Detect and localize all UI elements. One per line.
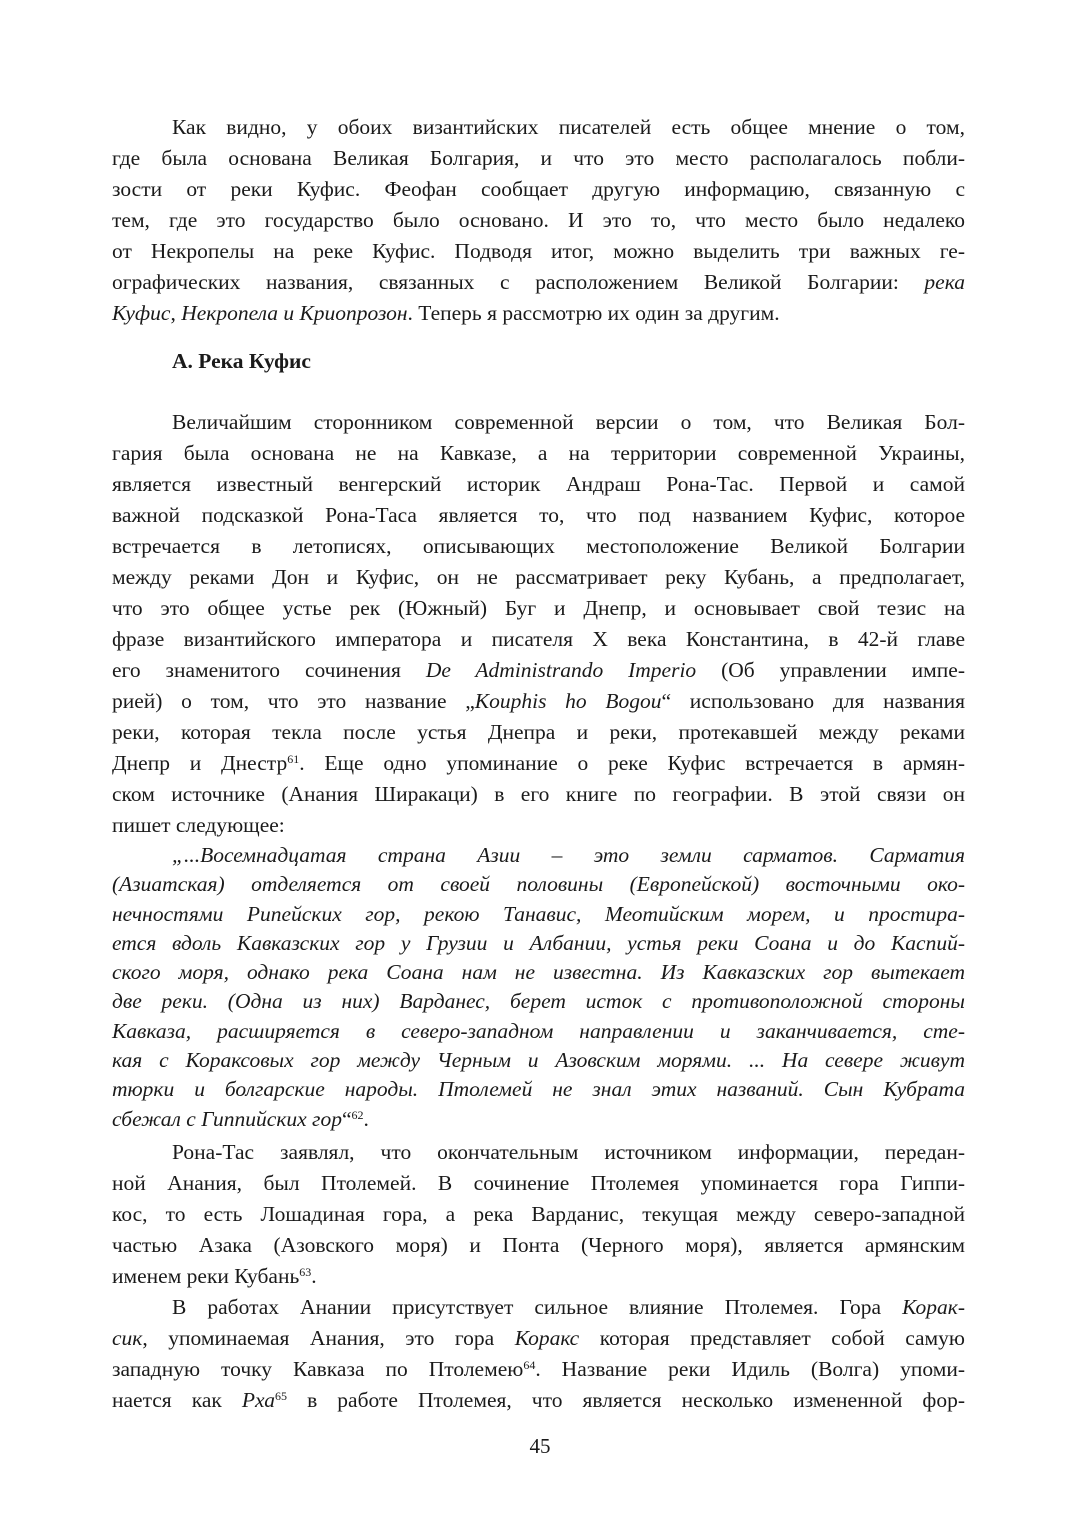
text-run: . [311,1263,317,1288]
text-line [112,1292,965,1323]
text-line [112,1261,965,1292]
text-line [112,438,965,469]
text-run: тем, где это государство было основано. И это то, что место было недалеко [112,208,965,232]
italic-text: ется вдоль Кавказских гор у Грузии и Албании, устья реки Соана и до Каспий- [112,930,965,955]
paragraph-ptolemy-influence [112,1292,965,1416]
italic-text: Kouphis ho Bogou [474,689,662,713]
text-run: Как видно, у обоих византийских писателей есть общее мнение о том, [172,115,965,139]
text-line [112,841,965,870]
text-run: “ использовано для названия [661,689,965,713]
text-line [112,593,965,624]
text-run: встречается в летописях, описывающих местоположение Великой Болгарии [112,534,965,558]
text-line [112,174,965,205]
text-line [112,112,965,143]
italic-text: две реки. (Одна из них) Варданес, берет исток с противоположной стороны [112,989,965,1014]
text-line [112,1046,965,1075]
text-line [112,1075,965,1104]
text-run: Величайшим сторонником современной версии о том, что Великая Бол- [172,410,965,434]
italic-text: Кавказа, расширяется в северо-западном направлении и заканчивается, сте- [112,1018,965,1043]
text-line [112,236,965,267]
text-run: является известный венгерский историк Андраш Рона-Тас. Первой и самой [112,472,965,496]
text-run: зости от реки Куфис. Феофан сообщает другую информацию, связанную с [112,177,965,201]
text-run: где была основана Великая Болгария, и что это место располагалось побли- [112,146,965,170]
text-run: ной Анания, был Птолемей. В сочинение Птолемея упоминается гора Гиппи- [112,1170,965,1195]
italic-text: кая с Кораксовых гор между Черным и Азовским морями. ... На севере живут [112,1048,965,1073]
text-line [112,779,965,810]
italic-text: тюрки и болгарские народы. Птолемей не знал этих названий. Сын Кубрата [112,1077,965,1102]
text-line [112,1323,965,1354]
text-run: в работе Птолемея, что является несколько измененной фор- [287,1387,965,1412]
text-run: . Теперь я рассмотрю их один за другим. [407,301,780,325]
text-run: , [170,301,182,325]
footnote-ref: 61 [287,752,300,766]
text-run: , упоминаемая Анания, это гора [142,1325,515,1350]
italic-text: Рха [241,1387,276,1412]
italic-text: „...Восемнадцатая страна Азии – это земли сарматов. Сарматия [172,843,965,867]
italic-text: De Administrando Imperio [425,658,697,682]
text-line [112,407,965,438]
text-line [112,562,965,593]
paragraph-ptolemy-source [112,1137,965,1292]
italic-text: (Азиатская) отделяется от своей половины (Европейской) восточными око- [112,872,965,897]
text-run: Днепр и Днестр [112,751,288,775]
text-line [112,958,965,987]
text-run: именем реки Кубань [112,1263,300,1288]
text-line [112,298,965,329]
footnote-ref: 64 [523,1357,536,1372]
text-line [112,870,965,899]
text-run: В работах Анании присутствует сильное влияние Птолемея. Гора [172,1294,903,1319]
text-run: кос, то есть Лошадиная гора, а река Варданис, текущая между северо-западной [112,1201,965,1226]
text-line [112,1230,965,1261]
text-run: . Еще одно упоминание о реке Куфис встречается в армян- [299,751,965,775]
text-line [112,748,965,779]
text-run: пишет следующее: [112,813,285,837]
text-line [112,1105,965,1134]
text-run: что это общее устье рек (Южный) Буг и Днепр, и основывает свой тезис на [112,596,965,620]
text-line [112,1354,965,1385]
text-line [112,1385,965,1416]
text-line [112,900,965,929]
text-run: нается как [112,1387,242,1412]
text-run: Рона-Тас заявлял, что окончательным источником информации, передан- [172,1139,965,1164]
text-line [112,1017,965,1046]
text-line [112,1168,965,1199]
footnote-ref: 62 [351,1107,364,1122]
text-line [112,1199,965,1230]
italic-text: ского моря, однако река Соана нам не известна. Из Кавказских гор вытекает [112,960,965,985]
text-run: фразе византийского императора и писателя X века Константина, в 42-й главе [112,627,965,651]
paragraph-intro [112,112,965,329]
italic-text: Коракс [514,1325,580,1350]
text-line [112,717,965,748]
text-line [112,531,965,562]
italic-text: Некропела и Криопрозон [181,301,408,325]
document-page [112,112,965,1416]
paragraph-rona-tas-thesis [112,407,965,841]
text-line [112,686,965,717]
text-line [112,655,965,686]
italic-text: Куфис [112,301,171,325]
block-quote-anania [112,841,965,1134]
text-run: (Об управлении импе- [696,658,965,682]
text-run: от Некропелы на реке Куфис. Подводя итог, можно выделить три важных ге- [112,239,965,263]
text-line [112,469,965,500]
text-line [112,987,965,1016]
italic-text: Корак- [902,1294,965,1319]
text-line [112,143,965,174]
text-run: . [363,1106,369,1131]
text-run: частью Азака (Азовского моря) и Понта (Черного моря), является армянским [112,1232,965,1257]
text-run: его знаменитого сочинения [112,658,426,682]
text-run: важной подсказкой Рона-Таса является то, что под названием Куфис, которое [112,503,965,527]
page-number: 45 [529,1434,551,1458]
text-run: западную точку Кавказа по Птолемею [112,1356,524,1381]
text-run: . Название реки Идиль (Волга) упоми- [535,1356,965,1381]
text-line [112,205,965,236]
text-line [112,1137,965,1168]
text-line [112,500,965,531]
text-run: которая представляет собой самую [579,1325,965,1350]
italic-text: нечностями Рипейских гор, рекою Танавис, Меотийским морем, и простира- [112,901,965,926]
italic-text: река [924,270,965,294]
text-line [112,267,965,298]
italic-text: сик [112,1325,143,1350]
text-line [112,810,965,841]
text-line [112,624,965,655]
text-run: реки, которая текла после устья Днепра и реки, протекавшей между реками [112,720,965,744]
text-line [112,929,965,958]
text-run: ографических названия, связанных с расположением Великой Болгарии: [112,270,925,294]
text-run: гария была основана не на Кавказе, а на территории современной Украины, [112,441,965,465]
text-run: ском источнике (Анания Ширакаци) в его книге по географии. В этой связи он [112,782,965,806]
text-run: рией) о том, что это название „ [112,689,475,713]
section-heading: А. Река Куфис [172,349,311,373]
italic-text: сбежал с Гиппийских гор [112,1106,342,1131]
footnote-ref: 65 [275,1388,288,1403]
footnote-ref: 63 [299,1264,312,1279]
text-run: “ [341,1106,352,1131]
text-run: между реками Дон и Куфис, он не рассматривает реку Кубань, а предполагает, [112,565,965,589]
